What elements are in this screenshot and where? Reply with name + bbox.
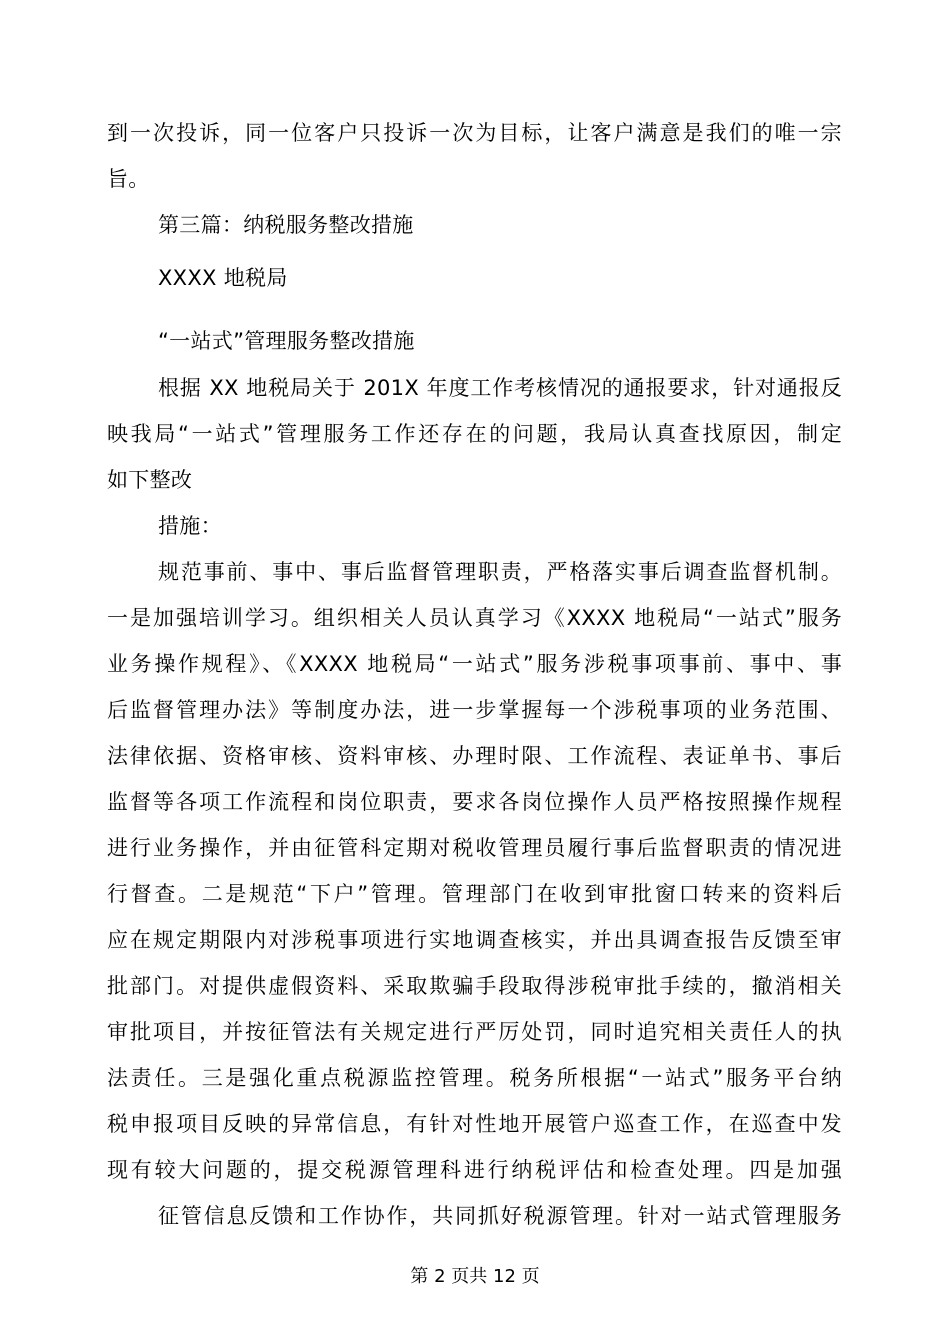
text-line: 应在规定期限内对涉税事项进行实地调查核实，并出具调查报告反馈至审 bbox=[107, 928, 842, 952]
text-line: 税申报项目反映的异常信息，有针对性地开展管户巡查工作，在巡查中发 bbox=[107, 1112, 842, 1136]
text-line: 法律依据、资格审核、资料审核、办理时限、工作流程、表证单书、事后 bbox=[107, 744, 842, 768]
text-line: 旨。 bbox=[107, 167, 150, 191]
text-line: 审批项目，并按征管法有关规定进行严厉处罚，同时追究相关责任人的执 bbox=[107, 1020, 842, 1044]
organization-name: XXXX 地税局 bbox=[158, 266, 288, 290]
text-line: 进行业务操作，并由征管科定期对税收管理员履行事后监督职责的情况进 bbox=[107, 836, 842, 860]
text-line: 现有较大问题的，提交税源管理科进行纳税评估和检查处理。四是加强 bbox=[107, 1158, 842, 1182]
text-line: 如下整改 bbox=[107, 468, 193, 492]
text-line: 措施： bbox=[158, 514, 222, 538]
text-line: 映我局“一站式”管理服务工作还存在的问题，我局认真查找原因，制定 bbox=[107, 422, 842, 446]
text-line: 法责任。三是强化重点税源监控管理。税务所根据“一站式”服务平台纳 bbox=[107, 1066, 842, 1090]
section-heading: 第三篇：纳税服务整改措施 bbox=[158, 213, 414, 237]
text-line: 后监督管理办法》等制度办法，进一步掌握每一个涉税事项的业务范围、 bbox=[107, 698, 842, 722]
text-line: 根据 XX 地税局关于 201X 年度工作考核情况的通报要求，针对通报反 bbox=[158, 376, 842, 400]
text-line: 规范事前、事中、事后监督管理职责，严格落实事后调查监督机制。 bbox=[158, 560, 842, 584]
page-number: 第 2 页共 12 页 bbox=[410, 1266, 540, 1287]
text-line: 到一次投诉，同一位客户只投诉一次为目标，让客户满意是我们的唯一宗 bbox=[107, 121, 842, 145]
document-title: “一站式”管理服务整改措施 bbox=[158, 329, 415, 353]
text-line: 监督等各项工作流程和岗位职责，要求各岗位操作人员严格按照操作规程 bbox=[107, 790, 842, 814]
text-line: 征管信息反馈和工作协作，共同抓好税源管理。针对一站式管理服务 bbox=[158, 1204, 842, 1228]
text-line: 业务操作规程》、《XXXX 地税局“一站式”服务涉税事项事前、事中、事 bbox=[107, 652, 842, 676]
text-line: 一是加强培训学习。组织相关人员认真学习《XXXX 地税局“一站式”服务 bbox=[107, 606, 842, 630]
text-line: 行督查。二是规范“下户”管理。管理部门在收到审批窗口转来的资料后 bbox=[107, 882, 842, 906]
text-line: 批部门。对提供虚假资料、采取欺骗手段取得涉税审批手续的，撤消相关 bbox=[107, 974, 842, 998]
